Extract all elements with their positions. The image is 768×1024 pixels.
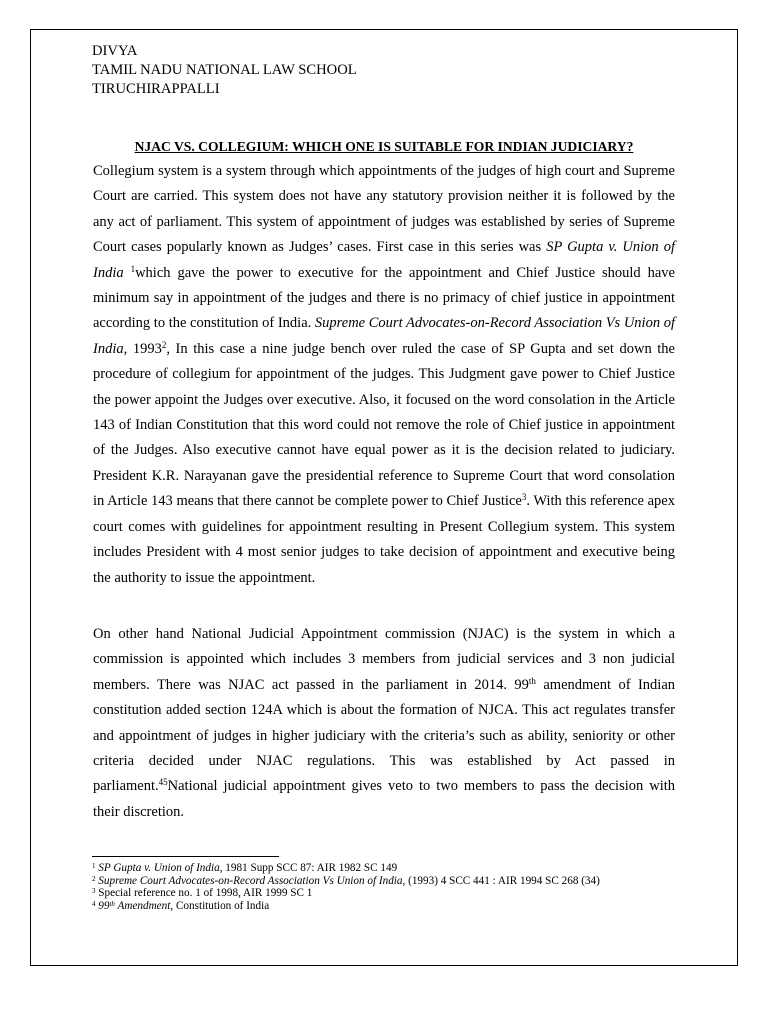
para1-text-4: , In this case a nine judge bench over ruled the case of SP Gupta and set down the procedure of collegium for appointment of the judges. This Judgment gave power to Chief Justice the power appoint the Judges over executive. Also, it focused on the word consolation in the Article 143 of Indian Constitution that this word could not remove the role of Chief justice in appointment of the Judges. Also executive cannot have equal power as it is the decision related to judiciary. President K.R. Narayanan gave the presidential reference to Supreme Court that word consolation in Article 143 means that there cannot be complete power to Chief Justice xyxy=(93,340,675,510)
para2-text-1: On other hand National Judicial Appointment commission (NJAC) is the system in which a commission is appointed which includes 3 members from judicial services and 3 non judicial members. There was NJAC act passed in the parliament in 2014. 99 xyxy=(93,626,675,693)
school-city: TIRUCHIRAPPALLI xyxy=(92,81,220,97)
para1-text-2: which gave the power to executive for the appointment and Chief Justice should have minimum say in appointment of the judges and there is no primacy of chief justice in appointment according to the constitution of India. xyxy=(93,264,675,332)
para1-text-5: . With this reference apex court comes with guidelines for appointment resulting in Present Collegium system. This system includes President with 4 most senior judges to take decision of appointment and executive being the authority to issue the appointment. xyxy=(93,493,675,586)
paragraph-njac xyxy=(93,622,675,825)
school-name: TAMIL NADU NATIONAL LAW SCHOOL xyxy=(92,62,357,78)
para1-text-1: Collegium system is a system through which appointments of the judges of high court and Supreme Court are carried. This system does not have any statutory provision neither it is followed by the any act of parliament. This system of appointment of judges was established by series of Supreme Court cases popularly known as Judges’ cases. First case in this series was xyxy=(93,163,675,256)
footnote-3 xyxy=(92,887,677,900)
footnote-text: , (1993) 4 SCC 441 : AIR 1994 SC 268 (34) xyxy=(402,874,600,887)
footnote-1 xyxy=(92,862,677,875)
footnote-separator xyxy=(92,856,279,857)
footnote-ref-1[interactable]: 1 xyxy=(130,263,136,274)
amendment-number: 99 xyxy=(98,899,110,912)
footnotes xyxy=(92,862,677,912)
paragraph-collegium xyxy=(93,159,675,591)
document-title: NJAC VS. COLLEGIUM: WHICH ONE IS SUITABLE FOR INDIAN JUDICIARY? xyxy=(134,139,634,154)
footnote-number: 3 xyxy=(92,887,96,896)
footnote-ref-45[interactable]: 45 xyxy=(158,777,168,788)
ordinal-suffix: th xyxy=(528,675,536,686)
author-header xyxy=(92,42,357,99)
footnote-citation: SP Gupta v. Union of India xyxy=(98,862,220,874)
footnote-ref-3[interactable]: 3 xyxy=(521,492,527,503)
para1-text-3: , 1993 xyxy=(123,340,162,357)
footnote-ref-2[interactable]: 2 xyxy=(161,339,167,350)
author-name: DIVYA xyxy=(92,43,138,59)
footnote-citation xyxy=(98,900,170,912)
footnote-text: Special reference no. 1 of 1998, AIR 1999 SC 1 xyxy=(95,887,313,900)
para2-text-3: National judicial appointment gives veto to two members to pass the decision with their discretion. xyxy=(93,778,675,820)
case-citation-scaora: Supreme Court Advocates-on-Record Association Vs Union of India xyxy=(93,315,675,357)
footnote-2 xyxy=(92,875,677,888)
para2-text-2: amendment of Indian constitution added section 124A which is about the formation of NJCA. This act regulates transfer and appointment of judges in higher judiciary with the criteria’s such as ability, seniority or other criteria decided under NJAC regulations. This was established by Act passed in parliament. xyxy=(93,676,675,795)
ordinal-suffix: th xyxy=(109,899,115,908)
amendment-label: Amendment xyxy=(114,899,171,912)
case-citation-sp-gupta: SP Gupta v. Union of India xyxy=(93,239,675,281)
footnote-citation: Supreme Court Advocates-on-Record Association Vs Union of India xyxy=(98,874,403,887)
footnote-text: , 1981 Supp SCC 87: AIR 1982 SC 149 xyxy=(219,862,398,874)
footnote-number: 4 xyxy=(92,899,96,908)
footnote-number: 2 xyxy=(92,874,96,883)
footnote-text: , Constitution of India xyxy=(170,899,270,912)
footnote-4 xyxy=(92,900,677,913)
footnote-number: 1 xyxy=(92,862,96,870)
